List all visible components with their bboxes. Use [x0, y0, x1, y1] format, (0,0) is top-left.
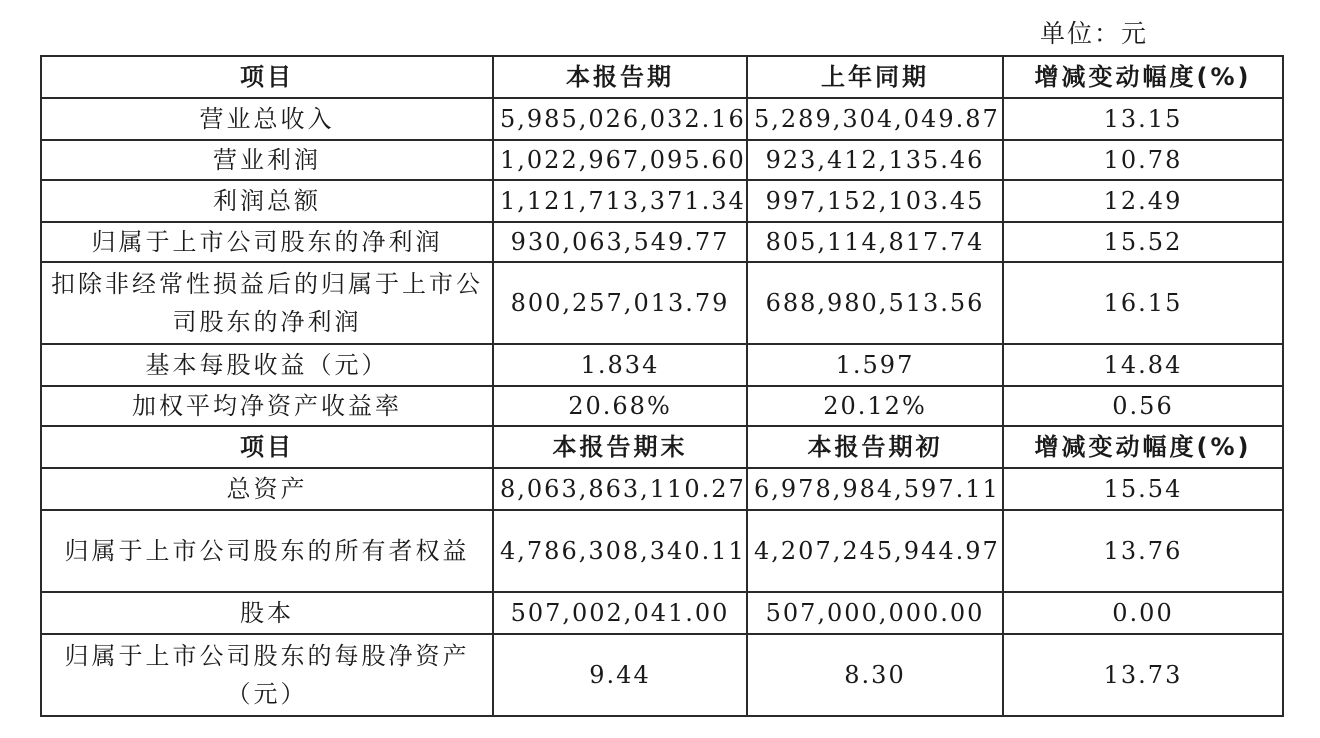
cell-value: 16.15	[1003, 262, 1283, 344]
row-label: 营业总收入	[41, 98, 493, 140]
row-label: 加权平均净资产收益率	[41, 386, 493, 426]
cell-value: 4,786,308,340.11	[493, 510, 747, 592]
header-cell: 上年同期	[747, 56, 1003, 98]
row-label: 总资产	[41, 468, 493, 510]
cell-value: 507,000,000.00	[747, 592, 1003, 634]
row-label: 股本	[41, 592, 493, 634]
table-row	[41, 222, 1283, 262]
table-header-row	[41, 56, 1283, 98]
cell-value: 5,289,304,049.87	[747, 98, 1003, 140]
cell-value: 8.30	[747, 634, 1003, 716]
cell-value: 930,063,549.77	[493, 222, 747, 262]
header-cell: 项目	[41, 56, 493, 98]
cell-value: 1.834	[493, 344, 747, 386]
row-label: 归属于上市公司股东的每股净资产（元）	[41, 634, 493, 716]
header-cell: 本报告期末	[493, 426, 747, 468]
cell-value: 20.68%	[493, 386, 747, 426]
cell-value: 13.76	[1003, 510, 1283, 592]
cell-value: 507,002,041.00	[493, 592, 747, 634]
table-row	[41, 262, 1283, 344]
header-cell: 本报告期初	[747, 426, 1003, 468]
table-row	[41, 98, 1283, 140]
cell-value: 9.44	[493, 634, 747, 716]
cell-value: 800,257,013.79	[493, 262, 747, 344]
row-label: 扣除非经常性损益后的归属于上市公司股东的净利润	[41, 262, 493, 344]
cell-value: 5,985,026,032.16	[493, 98, 747, 140]
row-label: 归属于上市公司股东的净利润	[41, 222, 493, 262]
cell-value: 15.54	[1003, 468, 1283, 510]
row-label: 基本每股收益（元）	[41, 344, 493, 386]
header-cell: 增减变动幅度(%)	[1003, 56, 1283, 98]
table-row	[41, 140, 1283, 180]
unit-label: 单位：元	[1040, 19, 1149, 48]
header-cell: 增减变动幅度(%)	[1003, 426, 1283, 468]
table-row	[41, 386, 1283, 426]
header-cell: 项目	[41, 426, 493, 468]
cell-value: 13.15	[1003, 98, 1283, 140]
table-row	[41, 592, 1283, 634]
cell-value: 0.00	[1003, 592, 1283, 634]
cell-value: 6,978,984,597.11	[747, 468, 1003, 510]
cell-value: 4,207,245,944.97	[747, 510, 1003, 592]
cell-value: 15.52	[1003, 222, 1283, 262]
cell-value: 10.78	[1003, 140, 1283, 180]
header-cell: 本报告期	[493, 56, 747, 98]
cell-value: 0.56	[1003, 386, 1283, 426]
cell-value: 14.84	[1003, 344, 1283, 386]
row-label: 营业利润	[41, 140, 493, 180]
cell-value: 1,022,967,095.60	[493, 140, 747, 180]
cell-value: 997,152,103.45	[747, 180, 1003, 222]
table-row	[41, 180, 1283, 222]
cell-value: 20.12%	[747, 386, 1003, 426]
cell-value: 923,412,135.46	[747, 140, 1003, 180]
cell-value: 13.73	[1003, 634, 1283, 716]
table-header-row	[41, 426, 1283, 468]
row-label: 归属于上市公司股东的所有者权益	[41, 510, 493, 592]
table-row	[41, 344, 1283, 386]
table-row	[41, 468, 1283, 510]
cell-value: 12.49	[1003, 180, 1283, 222]
cell-value: 1,121,713,371.34	[493, 180, 747, 222]
financial-table	[40, 55, 1284, 717]
cell-value: 1.597	[747, 344, 1003, 386]
cell-value: 688,980,513.56	[747, 262, 1003, 344]
table-row	[41, 634, 1283, 716]
row-label: 利润总额	[41, 180, 493, 222]
cell-value: 805,114,817.74	[747, 222, 1003, 262]
cell-value: 8,063,863,110.27	[493, 468, 747, 510]
table-row	[41, 510, 1283, 592]
